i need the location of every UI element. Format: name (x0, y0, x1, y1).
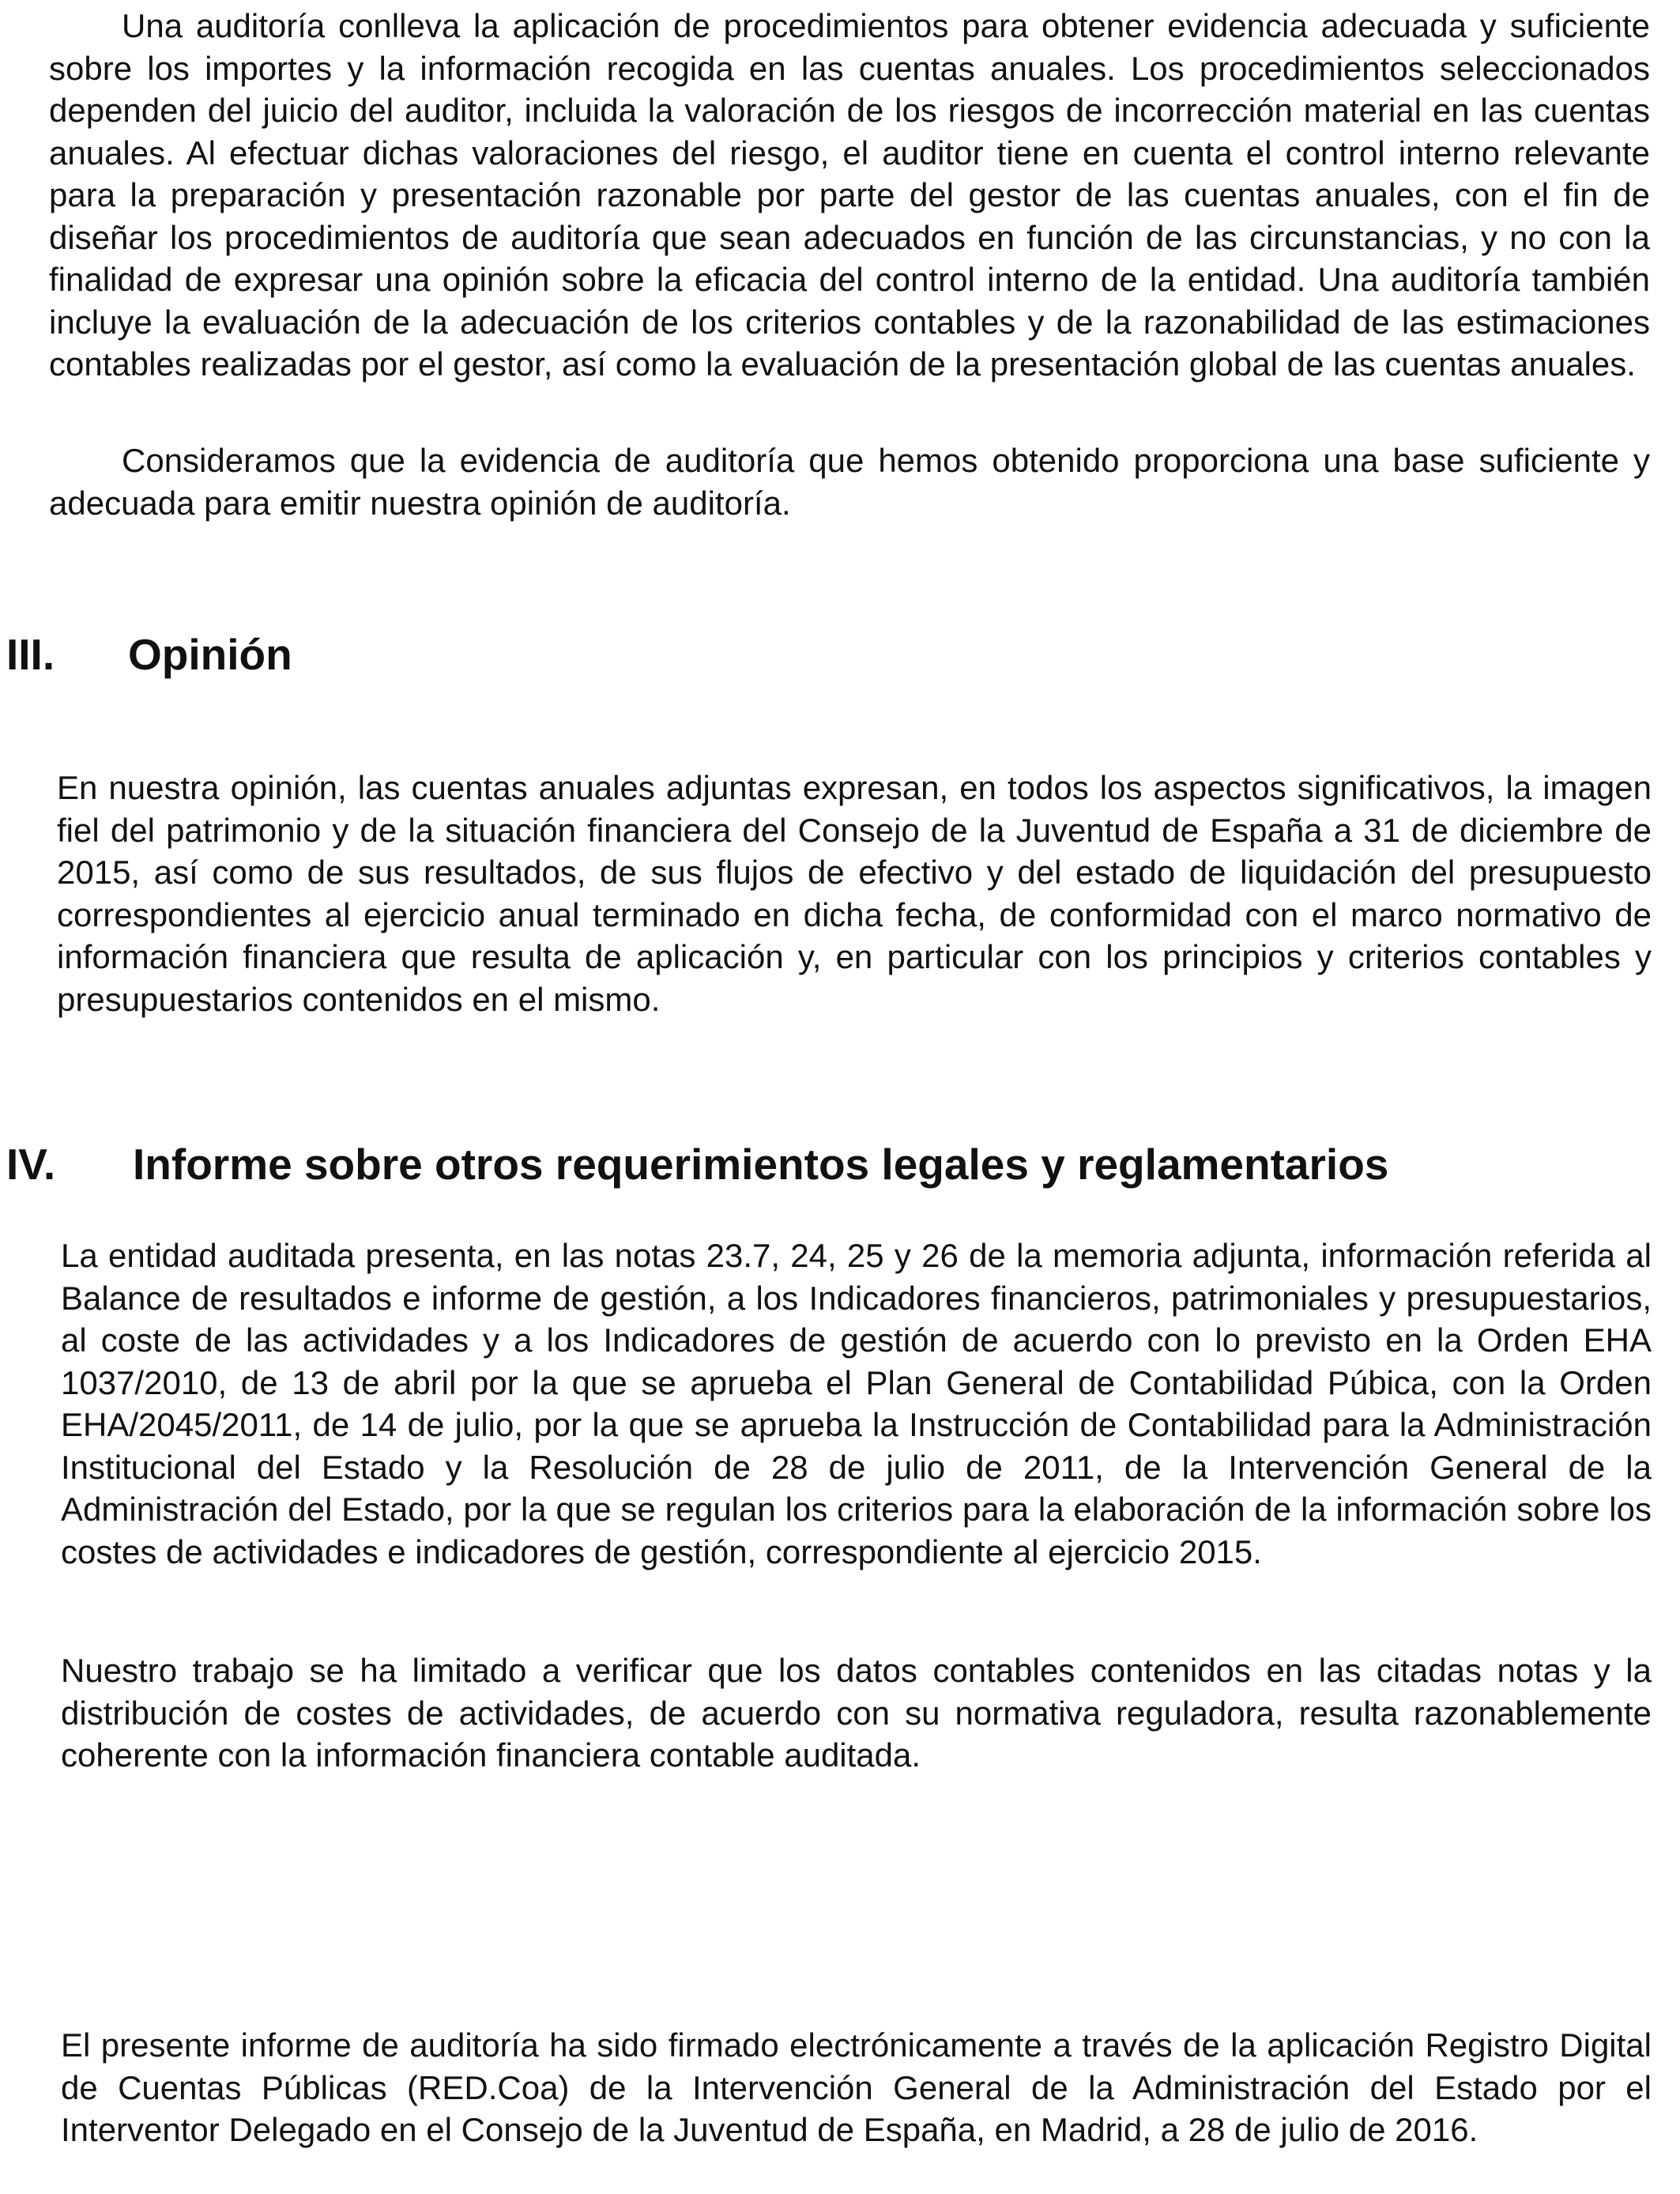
section-number: IV. (6, 1140, 56, 1189)
opinion-paragraph: En nuestra opinión, las cuentas anuales adjuntas expresan, en todos los aspectos significativos, la imagen fiel del patrimonio y de la situación financiera del Consejo de la Juventud de España a 31 de diciembre de 2015, así como de sus resultados, de sus flujos de efectivo y del estado de liquidación del presupuesto correspondientes al ejercicio anual terminado en dicha fecha, de conformidad con el marco normativo de información financiera que resulta de aplicación y, en particular con los principios y criterios contables y presupuestarios contenidos en el mismo. (57, 769, 1652, 1018)
electronic-signature-paragraph: El presente informe de auditoría ha sido firmado electrónicamente a través de la aplicación Registro Digital de Cuentas Públicas (RED.Coa) de la Intervención General de la Administración del Estado por el Interventor Delegado en el Consejo de la Juventud de España, en Madrid, a 28 de julio de 2016. (61, 2026, 1652, 2148)
section-title: Opinión (128, 630, 292, 679)
intro-paragraph-evidence: Consideramos que la evidencia de auditoría que hemos obtenido proporciona una base suficiente y adecuada para emitir nuestra opinión de auditoría. (49, 442, 1650, 522)
section-heading-legal-requirements (6, 1138, 1508, 1190)
legal-requirements-paragraph: La entidad auditada presenta, en las notas 23.7, 24, 25 y 26 de la memoria adjunta, información referida al Balance de resultados e informe de gestión, a los Indicadores financieros, patrimoniales y presupuestarios, al coste de las actividades y a los Indicadores de gestión de acuerdo con lo previsto en la Orden EHA 1037/2010, de 13 de abril por la que se aprueba el Plan General de Contabilidad Púbica, con la Orden EHA/2045/2011, de 14 de julio, por la que se aprueba la Instrucción de Contabilidad para la Administración Institucional del Estado y la Resolución de 28 de julio de 2011, de la Intervención General de la Administración del Estado, por la que se regulan los criterios para la elaboración de la información sobre los costes de actividades e indicadores de gestión, correspondiente al ejercicio 2015. (61, 1237, 1652, 1570)
section-title: Informe sobre otros requerimientos legales y reglamentarios (133, 1140, 1389, 1189)
section-heading-opinion (6, 628, 480, 680)
section-number: III. (6, 630, 55, 679)
intro-paragraph-procedures: Una auditoría conlleva la aplicación de procedimientos para obtener evidencia adecuada y suficiente sobre los importes y la información recogida en las cuentas anuales. Los procedimientos seleccionados dependen del juicio del auditor, incluida la valoración de los riesgos de incorrección material en las cuentas anuales. Al efectuar dichas valoraciones del riesgo, el auditor tiene en cuenta el control interno relevante para la preparación y presentación razonable por parte del gestor de las cuentas anuales, con el fin de diseñar los procedimientos de auditoría que sean adecuados en función de las circunstancias, y no con la finalidad de expresar una opinión sobre la eficacia del control interno de la entidad. Una auditoría también incluye la evaluación de la adecuación de los criterios contables y de la razonabilidad de las estimaciones contables realizadas por el gestor, así como la evaluación de la presentación global de las cuentas anuales. (49, 7, 1650, 383)
scope-paragraph: Nuestro trabajo se ha limitado a verificar que los datos contables contenidos en las citadas notas y la distribución de costes de actividades, de acuerdo con su normativa reguladora, resulta razonablemente coherente con la información financiera contable auditada. (61, 1652, 1652, 1774)
